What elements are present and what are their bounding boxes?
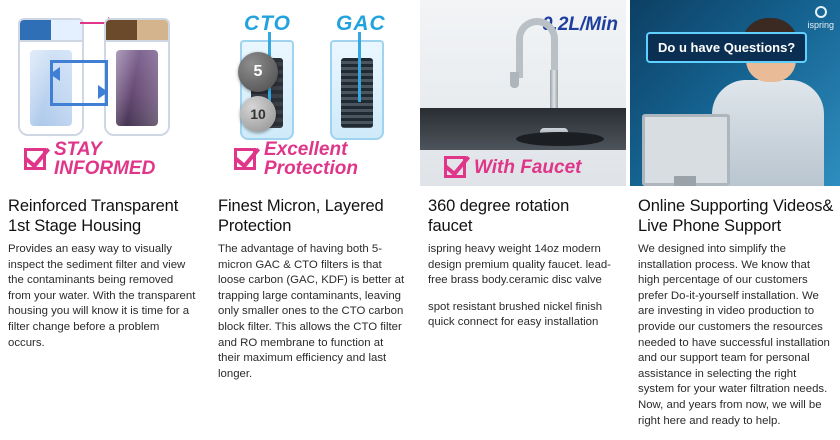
glass-reflection — [106, 42, 168, 134]
column-title: Online Supporting Videos& Live Phone Support — [638, 197, 834, 235]
label-gac: GAC — [336, 12, 386, 35]
label-flow-rate: 0.2L/Min — [541, 14, 618, 35]
column-body — [8, 242, 198, 351]
badge-with-faucet — [444, 156, 582, 178]
particle-size-10-icon: 10 — [240, 96, 276, 132]
checkmark-icon — [234, 148, 256, 170]
illustration-faucet — [420, 0, 626, 186]
feature-column-micron-layered — [210, 0, 416, 440]
housing-cap-icon — [106, 20, 168, 42]
badge-stay-informed — [24, 140, 206, 178]
body-paragraph: The advantage of having both 5-micron GAC & CTO filters is that loose carbon (GAC, KDF) is better at trapping large contaminants, leaving only smaller ones to the CTO carbon block filter. This allows the CTO filter and RO membrane to function at their maximum efficiency and last longer. — [218, 243, 405, 380]
feature-column-transparent-housing — [0, 0, 206, 440]
body-paragraph: Provides an easy way to visually inspect the sediment filter and view the contaminants being removed from your water. With the transparent housing you will know it is time for a filter change before a problem occurs. — [8, 243, 196, 349]
column-title: 360 degree rotation faucet — [428, 197, 570, 235]
replace-cycle-icon — [50, 60, 108, 106]
monitor-stand-graphic — [674, 176, 696, 186]
countertop-graphic — [420, 108, 626, 150]
checkmark-icon — [444, 156, 466, 178]
badge-excellent-protection — [234, 140, 416, 178]
faucet-neck-graphic — [516, 18, 558, 78]
brand-dot-icon — [815, 6, 827, 18]
checkmark-icon — [24, 148, 46, 170]
body-paragraph: ispring heavy weight 14oz modern design premium quality faucet. lead-free brass body.ceramic disc valve — [428, 243, 611, 287]
housing-cap-icon — [20, 20, 82, 42]
badge-label: With Faucet — [474, 156, 582, 178]
column-body — [218, 242, 408, 382]
column-body — [638, 242, 834, 429]
illustration-transparent-housing — [0, 0, 206, 186]
gac-filter-graphic — [330, 40, 384, 140]
feature-column-support-videos — [630, 0, 840, 440]
faucet-spout-graphic — [510, 72, 519, 88]
brand-logo — [807, 6, 834, 30]
speech-bubble: Do u have Questions? — [646, 32, 807, 63]
feature-column-rotation-faucet — [420, 0, 626, 440]
sink-drain-graphic — [516, 132, 604, 146]
column-title: Reinforced Transparent 1st Stage Housing — [8, 197, 179, 235]
column-body — [428, 242, 618, 331]
illustration-support-agent — [630, 0, 840, 186]
label-cto: CTO — [244, 12, 291, 35]
particle-size-5-icon: 5 — [238, 52, 278, 92]
housing-dirty-graphic — [104, 18, 170, 136]
column-title: Finest Micron, Layered Protection — [218, 197, 384, 235]
body-paragraph: spot resistant brushed nickel finish quick connect for easy installation — [428, 300, 603, 329]
badge-label: Excellent Protection — [264, 139, 358, 179]
brand-label: ispring — [807, 20, 834, 30]
illustration-filters — [210, 0, 416, 186]
badge-label: STAY INFORMED — [54, 139, 156, 179]
body-paragraph: We designed into simplify the installation process. We know that high percentage of our customers prefer Do-it-yourself installation. We are investing in video production to provide our customers the resources needed to have successful installation and our support team for personal assistance in selecting the right system for your water filtration needs. Now, and years from now, we will be right here and ready to help. — [638, 243, 830, 427]
flow-arrow-icon — [358, 32, 374, 102]
